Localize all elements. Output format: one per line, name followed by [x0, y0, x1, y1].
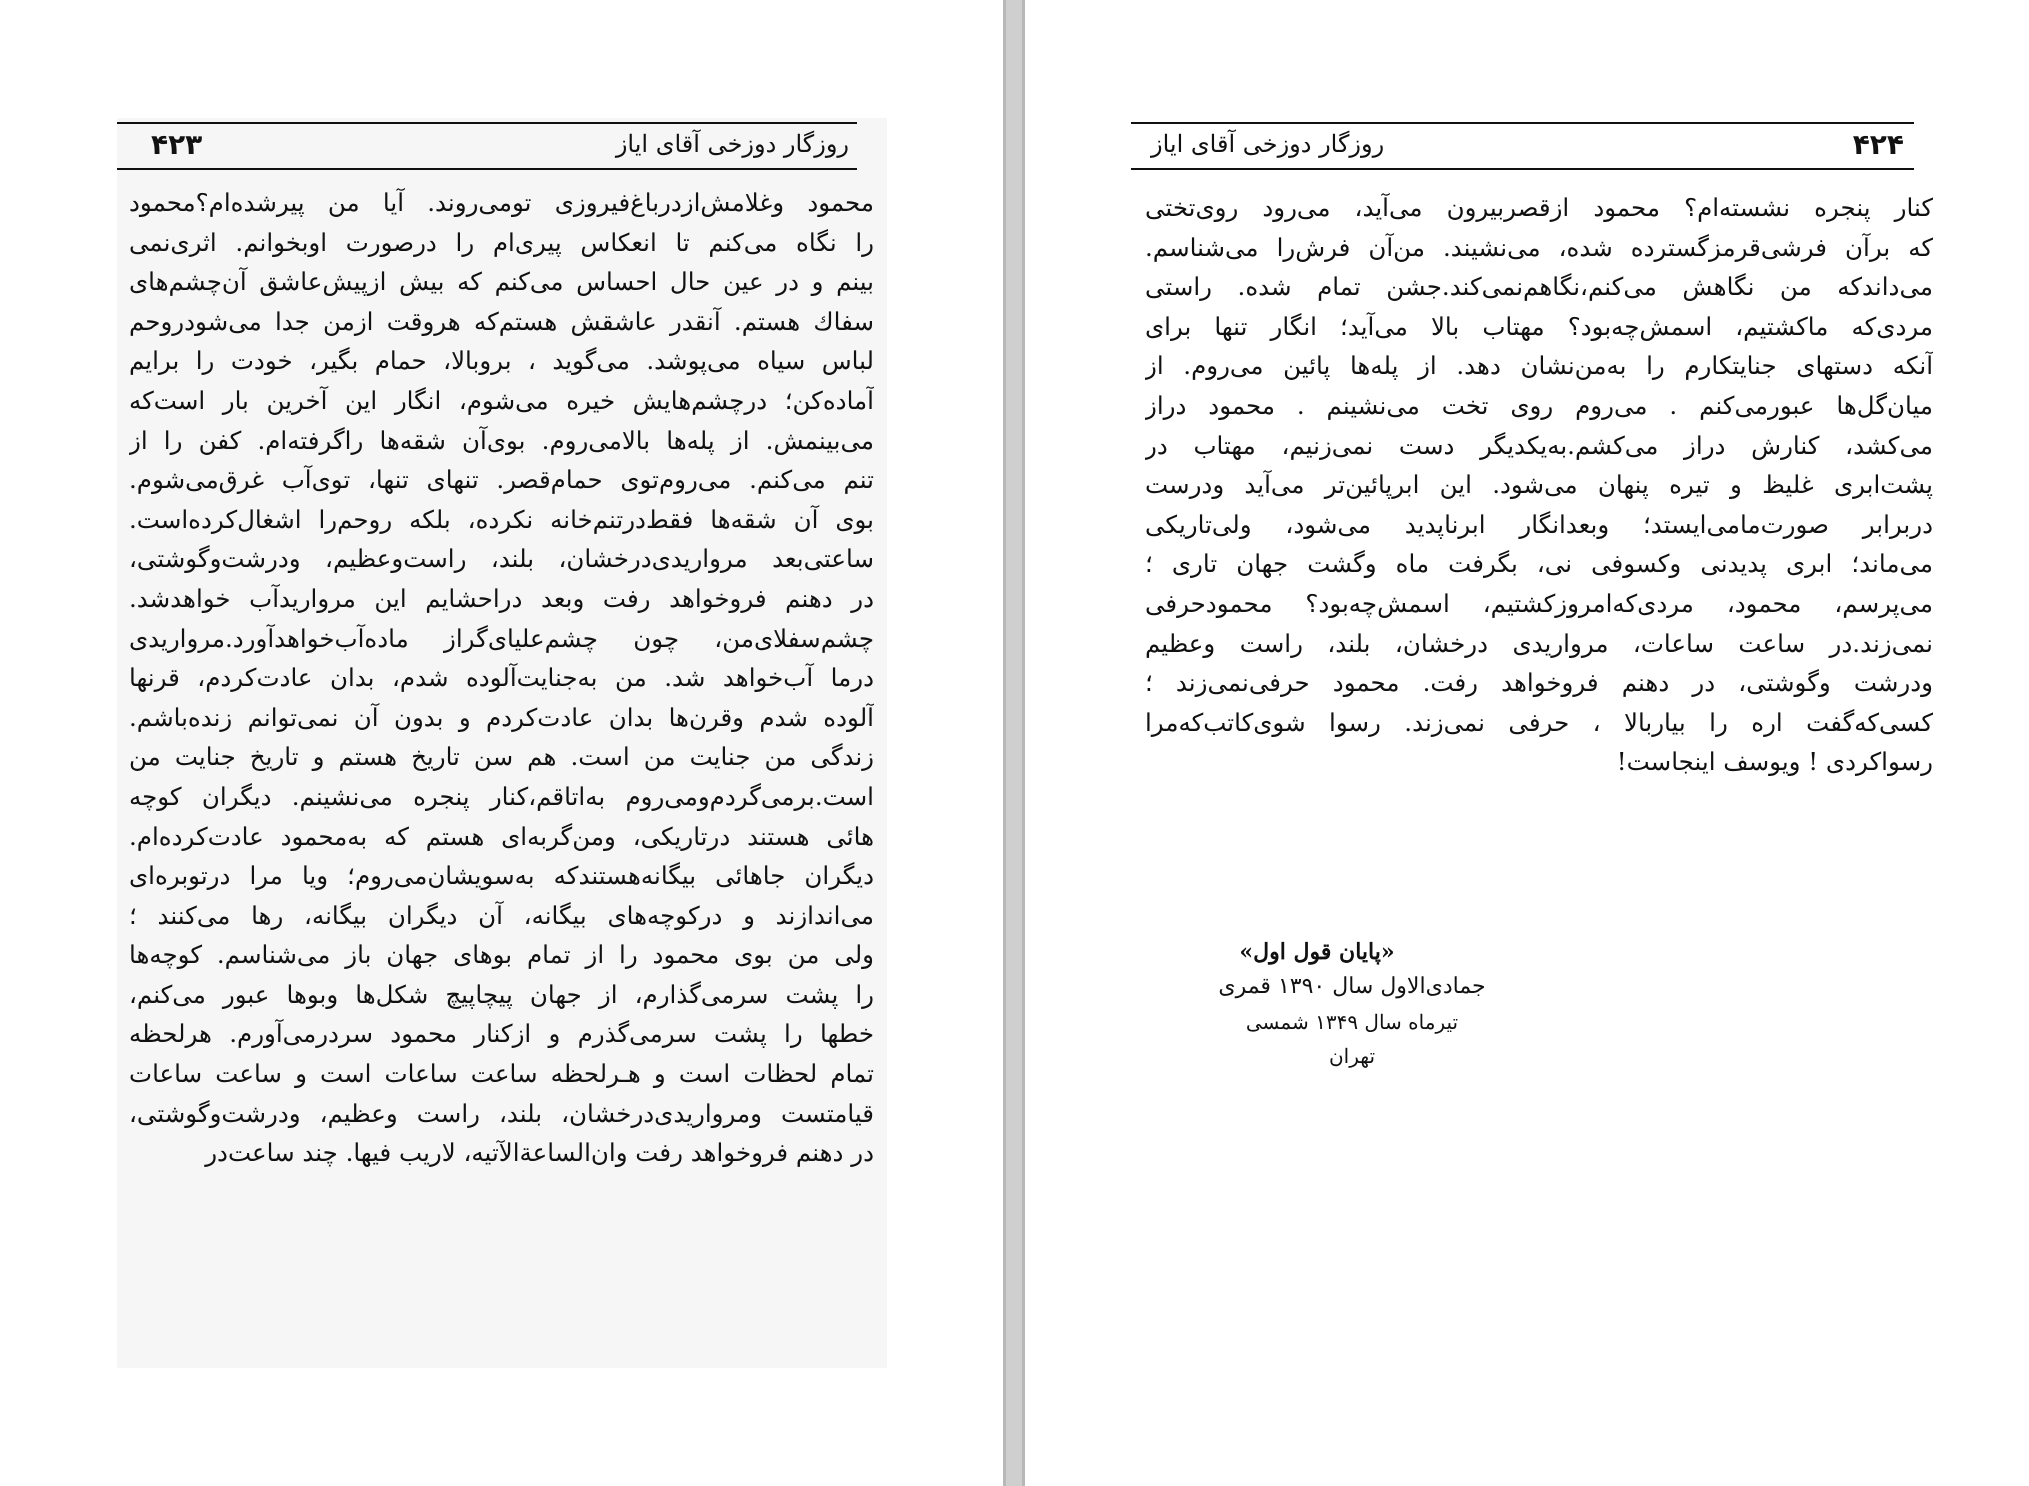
text-line: در دهنم فروخواهد رفت وان‌الساعة‌الآتیه، لاریب فیها. چند ساعت‌در	[205, 1138, 874, 1168]
text-line: میان‌گل‌ها عبورمی‌کنم . می‌روم روی تخت می‌نشینم . محمود دراز	[1145, 390, 1933, 420]
text-line: می‌داندکه من نگاهش می‌کنم،نگاهم‌نمی‌کند.جشن تمام شده. راستی	[1145, 272, 1933, 302]
end-note: «پایان قول اول»	[1239, 939, 1395, 965]
text-line: تنم می‌کنم. می‌روم‌توی حمام‌قصر. تنهای تنها، توی‌آب غرق‌می‌شوم.	[129, 465, 874, 495]
text-line: ولی من بوی محمود را از تمام بوهای جهان باز می‌شناسم. کوچه‌ها	[129, 940, 874, 970]
text-line: سفاك هستم. آنقدر عاشقش هستم‌که هروقت ازمن جدا می‌شودروحم	[129, 306, 874, 336]
page-gutter	[1003, 0, 1025, 1486]
text-line: بینم و در عین حال احساس می‌کنم که بیش ازپیش‌عاشق آن‌چشم‌های	[129, 267, 874, 297]
text-line: ساعتی‌بعد مرواریدی‌درخشان، بلند، راست‌وعظیم، ودرشت‌وگوشتی،	[129, 544, 874, 574]
text-line: کسی‌که‌گفت اره را بیاربالا ، حرفی نمی‌زند. رسوا شوی‌کاتب‌که‌مرا	[1145, 707, 1933, 737]
text-line: دربرابر صورت‌مامی‌ایستد؛ وبعدانگار ابرناپدید می‌شود، ولی‌تاریکی	[1145, 509, 1933, 539]
text-line: زندگی من جنایت من است. هم سن تاریخ هستم و تاریخ جنایت من	[129, 742, 874, 772]
text-line: خطها را پشت سرمی‌گذرم و ازکنار محمود سردرمی‌آورم. هرلحظه	[129, 1019, 874, 1049]
text-line: تمام لحظات است و هـرلحظه ساعت ساعات است و ساعت ساعات	[129, 1059, 874, 1089]
right-page	[1025, 0, 2029, 1486]
left-page-body-text	[129, 183, 874, 1173]
left-page-header	[117, 122, 857, 170]
page-number: ۴۲۴	[1852, 128, 1904, 161]
text-line: را نگاه می‌کنم تا انعکاس پیری‌ام را درصورت اوبخوانم. اثری‌نمی‌	[129, 227, 874, 257]
text-line: نمی‌زند.در ساعت ساعات، مرواریدی درخشان، بلند، راست وعظیم	[1145, 628, 1933, 658]
text-line: چشم‌سفلای‌من، چون چشم‌علیای‌گراز ماده‌آب‌خواهدآورد.مرواریدی	[129, 623, 874, 653]
text-line: رسواکردی ! ویوسف اینجاست!	[1616, 747, 1933, 777]
text-line: می‌کشد، کنارش دراز می‌کشم.به‌یکدیگر دست نمی‌زنیم، مهتاب در	[1145, 430, 1933, 460]
text-line: می‌پرسم، محمود، مردی‌که‌امروزکشتیم، اسمش‌چه‌بود؟ محمود‌حرفی	[1145, 588, 1933, 618]
text-line: ودرشت وگوشتی، در دهنم فروخواهد رفت. محمود حرفی‌نمی‌زند ؛	[1145, 668, 1933, 698]
text-line: آلوده شدم وقرن‌ها بدان عادت‌کردم و بدون آن نمی‌توانم زنده‌باشم.	[129, 702, 874, 732]
text-line: لباس سیاه می‌پوشد. می‌گوید ، بروبالا، حمام بگیر، خودت را برایم	[129, 346, 874, 376]
text-line: می‌بینمش. از پله‌ها بالامی‌روم. بوی‌آن شقه‌ها راگرفته‌ام. کفن را از	[129, 425, 874, 455]
place: تهران	[1328, 1044, 1376, 1068]
text-line: پشت‌ابری غلیظ و تیره پنهان می‌شود. این ابرپائین‌تر می‌آید ودرست	[1145, 470, 1933, 500]
text-line: محمود وغلامش‌ازدرباغ‌فیروزی تومی‌روند. آیا من پیرشده‌ام؟محمود	[129, 188, 874, 217]
text-line: می‌ماند؛ ابری پدیدنی وکسوفی نی، بگرفت ماه وگشت جهان تاری ؛	[1145, 549, 1933, 579]
date-lunar: جمادی‌الاول سال ۱۳۹۰ قمری	[1218, 974, 1486, 999]
text-line: بوی آن شقه‌ها فقط‌درتنم‌خانه نکرده، بلکه روحم‌را اشغال‌کرده‌است.	[129, 504, 874, 534]
text-line: می‌اندازند و درکوچه‌های بیگانه، آن دیگران بیگانه، رها می‌کنند ؛	[129, 900, 874, 930]
text-line: که برآن فرشی‌قرمزگسترده شده، می‌نشیند. من‌آن فرش‌را می‌شناسم.	[1145, 232, 1933, 262]
page-number: ۴۲۳	[151, 128, 203, 161]
text-line: است.برمی‌گردم‌ومی‌روم به‌اتاقم،کنار پنجره می‌نشینم. دیگران کوچه‌	[129, 781, 874, 811]
text-line: هائی هستند درتاریکی، ومن‌گربه‌ای هستم که به‌محمود عادت‌کرده‌ام.	[129, 821, 874, 851]
left-page	[0, 0, 1003, 1486]
text-line: قیامتست ومرواریدی‌درخشان، بلند، راست وعظیم، ودرشت‌وگوشتی،	[129, 1098, 874, 1128]
text-line: آنکه دستهای جنایتکارم را به‌من‌نشان دهد. از پله‌ها پائین می‌روم. از	[1145, 351, 1933, 381]
right-page-header	[1131, 122, 1914, 170]
text-line: در دهنم فروخواهد رفت وبعد دراحشایم این مرواریدآب خواهدشد.	[129, 583, 874, 613]
text-line: درما آب‌خواهد شد. من به‌جنایت‌آلوده شدم، بدان عادت‌کردم، قرنها	[129, 663, 874, 693]
text-line: دیگران جاهائی بیگانه‌هستندکه به‌سویشان‌می‌روم؛ ویا مرا درتوبره‌ای	[129, 861, 874, 891]
colophon	[1177, 935, 1527, 1073]
text-line: کنار پنجره نشسته‌ام؟ محمود ازقصربیرون می‌آید، می‌رود روی‌تختی	[1145, 193, 1933, 222]
text-line: مردی‌که ماکشتیم، اسمش‌چه‌بود؟ مهتاب بالا می‌آید؛ انگار تنها برای	[1145, 311, 1933, 341]
text-line: آماده‌کن؛ درچشم‌هایش خیره می‌شوم، انگار این آخرین بار است‌که	[129, 385, 874, 415]
running-title: روزگار دوزخی آقای ایاز	[1151, 130, 1385, 158]
date-solar: تیرماه سال ۱۳۴۹ شمسی	[1245, 1010, 1459, 1034]
right-page-body-text	[1145, 188, 1933, 782]
text-line: را پشت سرمی‌گذارم، از جهان پیچاپیچ شکل‌ها وبوها عبور می‌کنم،	[129, 979, 874, 1009]
running-title: روزگار دوزخی آقای ایاز	[615, 130, 849, 158]
gutter-shadow-left	[1003, 0, 1006, 1486]
